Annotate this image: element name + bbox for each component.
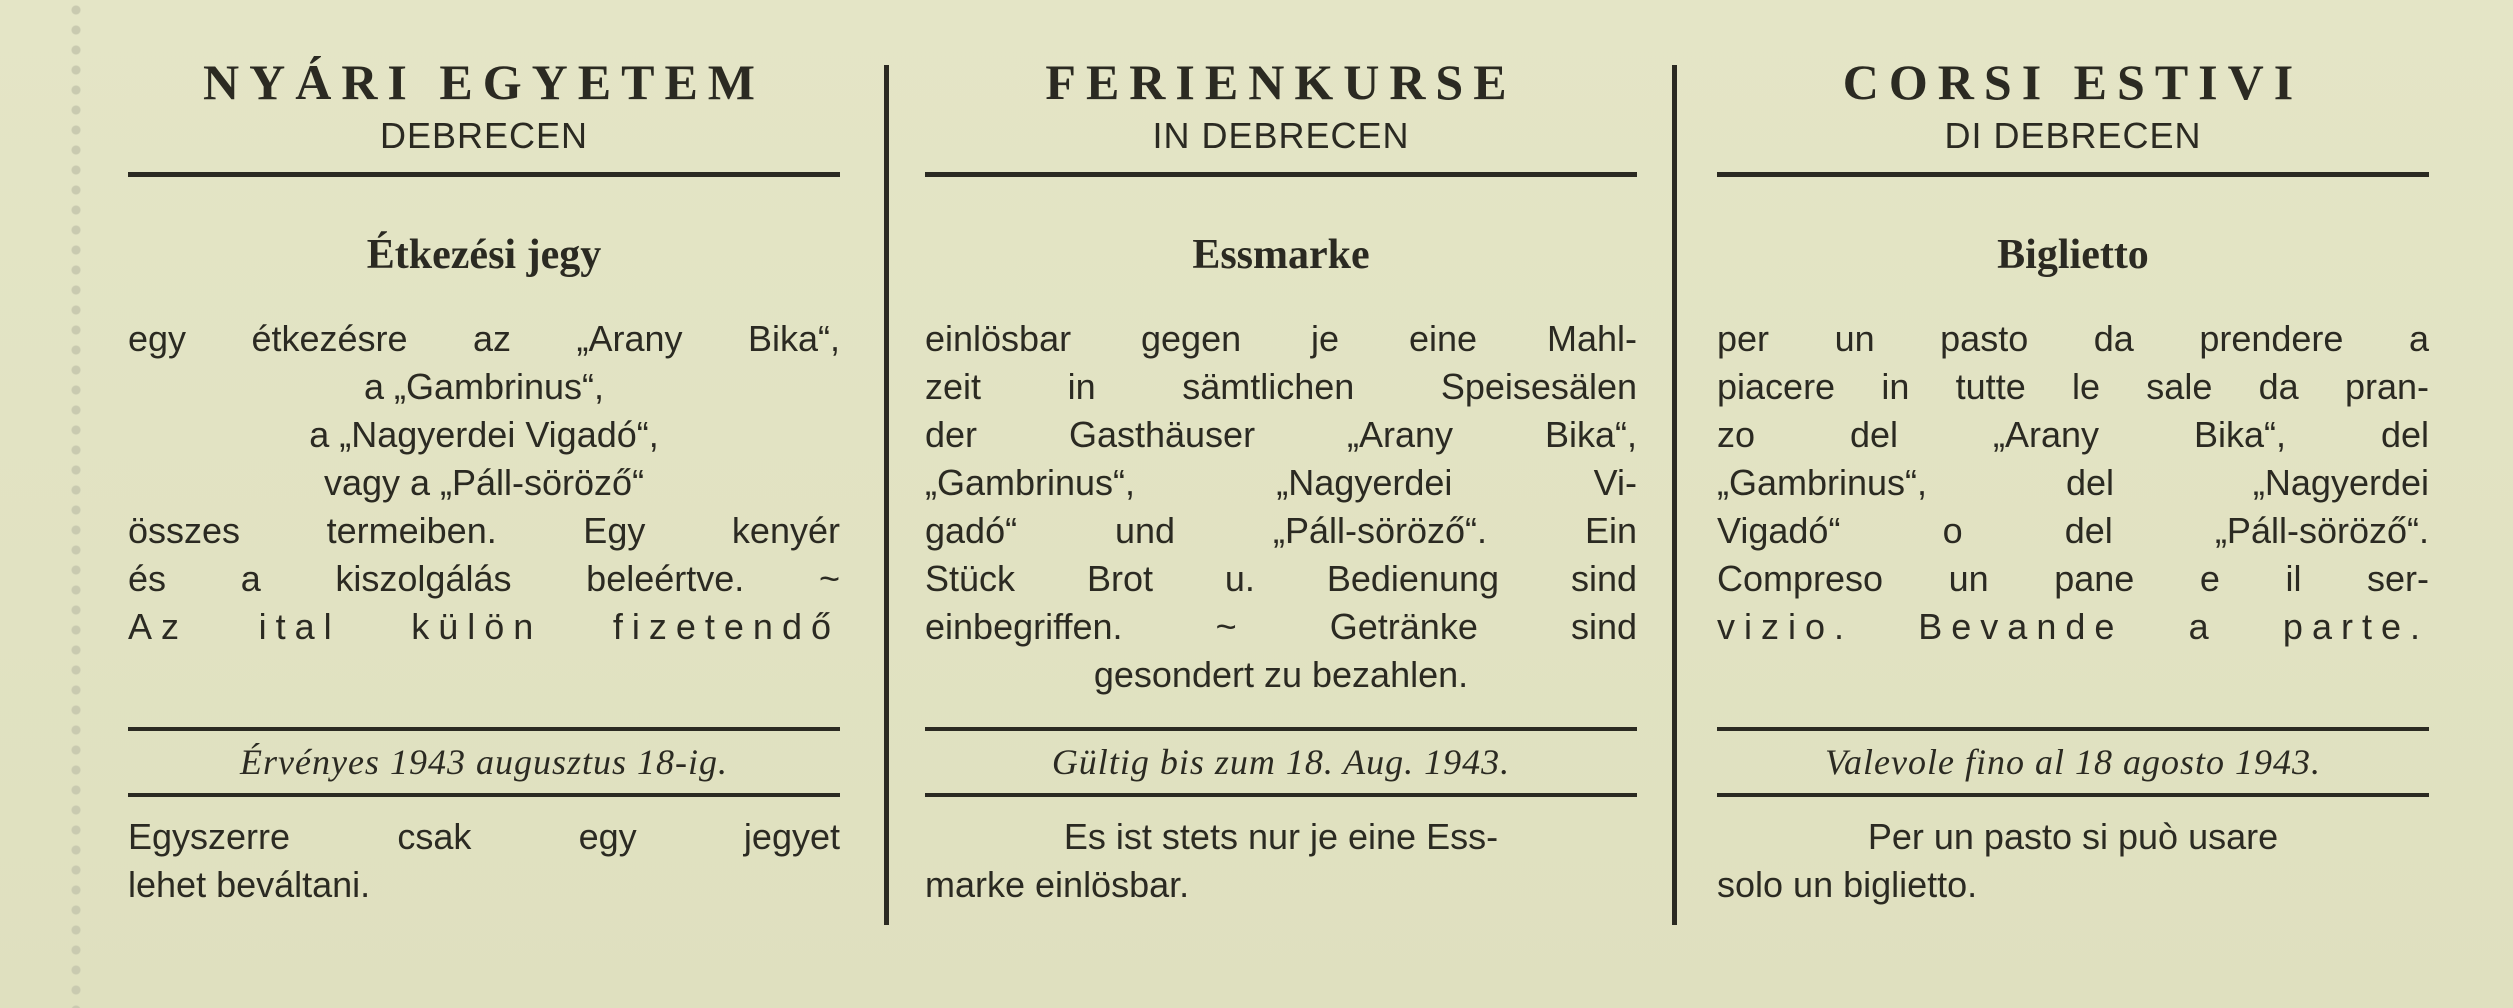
note-line: Per un pasto si può usare <box>1867 816 2279 857</box>
note-line: lehet beváltani. <box>128 864 371 905</box>
body-line: piacere in tutte le sale da pran- <box>1717 366 2429 407</box>
ticket-title: Étkezési jegy <box>366 232 602 278</box>
column-hungarian <box>128 50 840 950</box>
note-line: marke einlösbar. <box>925 864 1190 905</box>
ticket-body <box>1717 315 2429 727</box>
body-line: per un pasto da prendere a <box>1717 318 2429 359</box>
column-divider <box>884 65 889 925</box>
column-italian <box>1717 50 2429 950</box>
city-name: DI DEBRECEN <box>1944 115 2202 156</box>
body-line: a „Gambrinus“, <box>363 366 605 407</box>
body-line: zeit in sämtlichen Speisesälen <box>925 366 1637 407</box>
note-line: Es ist stets nur je eine Ess- <box>1063 816 1499 857</box>
perforation-edge <box>68 0 84 1008</box>
body-line: és a kiszolgálás beleértve. ~ <box>128 558 840 599</box>
note-line: Egyszerre csak egy jegyet <box>128 816 840 857</box>
body-line: einbegriffen. ~ Getränke sind <box>925 606 1637 647</box>
city-name: IN DEBRECEN <box>1152 115 1410 156</box>
ticket-body <box>925 315 1637 727</box>
body-line: a „Nagyerdei Vigadó“, <box>309 414 659 455</box>
city-name: DEBRECEN <box>379 115 589 156</box>
ticket-title: Biglietto <box>1997 232 2149 278</box>
body-line: Compreso un pane e il ser- <box>1717 558 2429 599</box>
body-line: „Gambrinus“, del „Nagyerdei <box>1717 462 2429 503</box>
org-name: NYÁRI EGYETEM <box>203 54 765 110</box>
header-rule <box>1717 172 2429 177</box>
org-name: FERIENKURSE <box>1045 54 1517 110</box>
body-line: Stück Brot u. Bedienung sind <box>925 558 1637 599</box>
body-line: einlösbar gegen je eine Mahl- <box>925 318 1637 359</box>
usage-note <box>1717 813 2429 909</box>
body-line: zo del „Arany Bika“, del <box>1717 414 2429 455</box>
body-line: „Gambrinus“, „Nagyerdei Vi- <box>925 462 1637 503</box>
header-rule <box>925 172 1637 177</box>
usage-note <box>925 813 1637 909</box>
body-line: gesondert zu bezahlen. <box>1093 654 1469 695</box>
body-line: vizio. Bevande a parte. <box>1717 606 2429 647</box>
header-rule <box>128 172 840 177</box>
body-line: Vigadó“ o del „Páll-söröző“. <box>1717 510 2429 551</box>
usage-note <box>128 813 840 909</box>
body-line: Az ital külön fizetendő <box>128 606 840 647</box>
ticket-body <box>128 315 840 727</box>
body-line: vagy a „Páll-söröző“ <box>323 462 645 503</box>
validity-line: Valevole fino al 18 agosto 1943. <box>1717 727 2429 797</box>
ticket-title: Essmarke <box>1192 232 1370 278</box>
column-divider <box>1672 65 1677 925</box>
validity-line: Gültig bis zum 18. Aug. 1943. <box>925 727 1637 797</box>
body-line: der Gasthäuser „Arany Bika“, <box>925 414 1637 455</box>
note-line: solo un biglietto. <box>1717 864 1978 905</box>
body-line: összes termeiben. Egy kenyér <box>128 510 840 551</box>
validity-line: Érvényes 1943 augusztus 18-ig. <box>128 727 840 797</box>
org-name: CORSI ESTIVI <box>1842 54 2304 110</box>
column-german <box>925 50 1637 950</box>
body-line: gadó“ und „Páll-söröző“. Ein <box>925 510 1637 551</box>
body-line: egy étkezésre az „Arany Bika“, <box>128 318 840 359</box>
